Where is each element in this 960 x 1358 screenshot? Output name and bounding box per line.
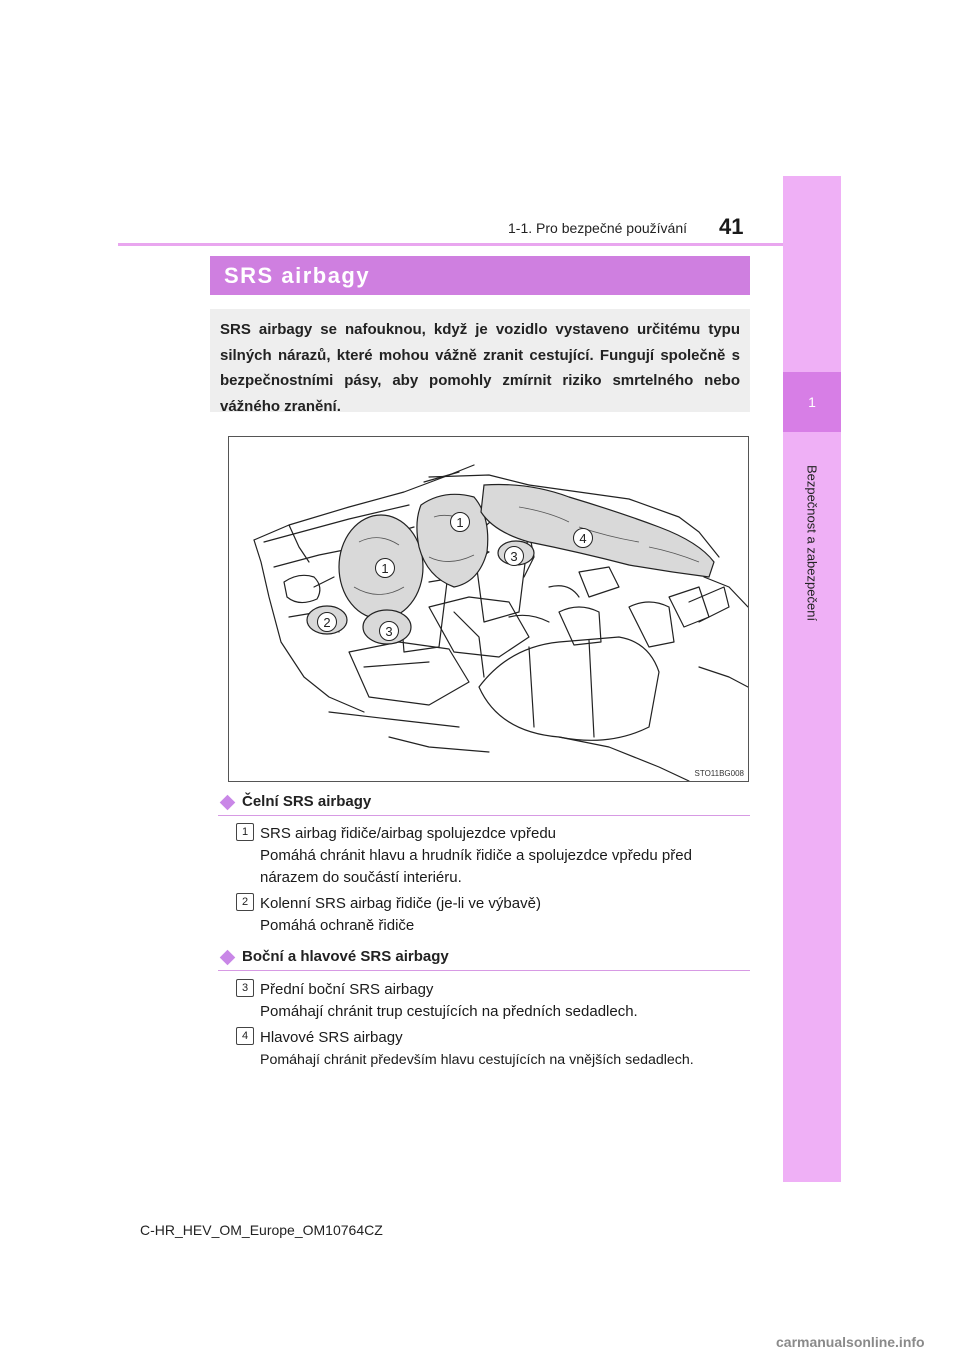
- chapter-label: Bezpečnost a zabezpečení: [804, 464, 820, 622]
- item-knee-airbag: [260, 893, 750, 937]
- item-number-badge: 3: [236, 979, 254, 997]
- watermark: carmanualsonline.info: [776, 1334, 925, 1350]
- item-title: Kolenní SRS airbag řidiče (je-li ve výbavě): [260, 895, 541, 912]
- item-title: Hlavové SRS airbagy: [260, 1029, 403, 1046]
- svg-text:1: 1: [456, 515, 464, 530]
- page-title: SRS airbagy: [224, 262, 371, 288]
- header-rule: [118, 243, 783, 246]
- figure-code: STO11BG008: [694, 769, 744, 778]
- item-curtain-airbag: [260, 1027, 750, 1071]
- item-frontal-airbag: [260, 823, 750, 889]
- diamond-bullet-icon: [220, 795, 236, 811]
- callout-3-passenger-side: [505, 547, 524, 566]
- item-number-badge: 1: [236, 823, 254, 841]
- diamond-bullet-icon: [220, 950, 236, 966]
- chapter-number-tab: [783, 372, 841, 432]
- section-heading-frontal: [218, 791, 750, 816]
- section-heading-text: Boční a hlavové SRS airbagy: [242, 948, 449, 965]
- svg-text:3: 3: [510, 549, 518, 564]
- callout-2-knee: [318, 613, 337, 632]
- item-description: Pomáhá chránit hlavu a hrudník řidiče a spolujezdce vpředu před nárazem do součástí interiéru.: [260, 847, 692, 886]
- item-title: Přední boční SRS airbagy: [260, 981, 434, 998]
- svg-text:3: 3: [385, 624, 393, 639]
- item-description: Pomáhají chránit především hlavu cestujících na vnějších sedadlech.: [260, 1052, 694, 1068]
- airbag-illustration-svg: [229, 437, 748, 781]
- item-number-badge: 4: [236, 1027, 254, 1045]
- document-code: C-HR_HEV_OM_Europe_OM10764CZ: [140, 1222, 383, 1238]
- item-description: Pomáhá ochraně řidiče: [260, 917, 415, 934]
- intro-box: SRS airbagy se nafouknou, když je vozidlo vystaveno určitému typu silných nárazů, které mohou vážně zranit cestující. Fungují společně s bezpečnostními pásy, aby pomohly zmírnit riziko smrtelného nebo vážného zranění.: [210, 309, 750, 412]
- page-number: 41: [719, 214, 744, 239]
- airbag-illustration: [228, 436, 749, 782]
- svg-text:1: 1: [381, 561, 389, 576]
- chapter-number: 1: [808, 394, 816, 410]
- section-heading-text: Čelní SRS airbagy: [242, 793, 372, 810]
- callout-1-driver: [376, 559, 395, 578]
- callout-1-passenger: [451, 513, 470, 532]
- item-number-badge: 2: [236, 893, 254, 911]
- item-title: SRS airbag řidiče/airbag spolujezdce vpředu: [260, 825, 557, 842]
- callout-3-driver-side: [380, 622, 399, 641]
- svg-text:4: 4: [579, 531, 587, 546]
- item-description: Pomáhají chránit trup cestujících na předních sedadlech.: [260, 1003, 638, 1020]
- chapter-side-tab: [783, 176, 841, 1182]
- callout-4-curtain: [574, 529, 593, 548]
- svg-text:2: 2: [323, 615, 331, 630]
- running-header-section: 1-1. Pro bezpečné používání: [508, 220, 688, 236]
- page-title-bar: [210, 256, 750, 295]
- section-heading-side-curtain: [218, 946, 750, 971]
- item-side-airbag: [260, 979, 750, 1023]
